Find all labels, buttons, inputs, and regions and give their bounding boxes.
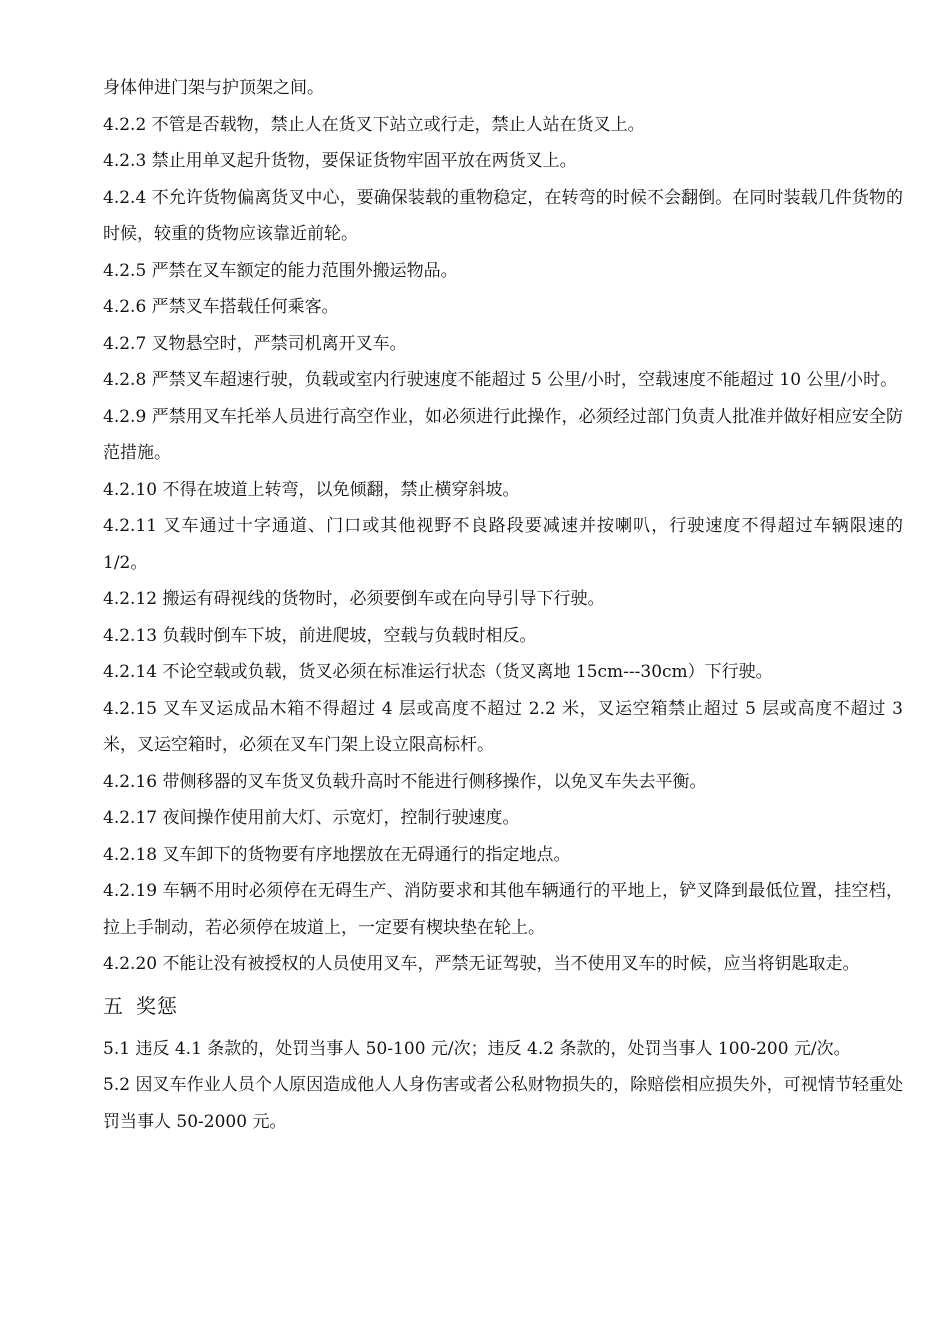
paragraph: 5.2 因叉车作业人员个人原因造成他人人身伤害或者公私财物损失的，除赔偿相应损失外，可视情节轻重处罚当事人 50-2000 元。 [103, 1075, 903, 1132]
paragraph: 4.2.5 严禁在叉车额定的能力范围外搬运物品。 [103, 260, 458, 281]
section-heading [103, 987, 903, 1025]
paragraph: 4.2.20 不能让没有被授权的人员使用叉车，严禁无证驾驶，当不使用叉车的时候，应当将钥匙取走。 [103, 954, 860, 974]
document-body [103, 70, 903, 1140]
paragraph: 身体伸进门架与护顶架之间。 [103, 78, 324, 98]
paragraph: 4.2.19 车辆不用时必须停在无碍生产、消防要求和其他车辆通行的平地上，铲叉降到最低位置，挂空档，拉上手制动，若必须停在坡道上，一定要有楔块垫在轮上。 [103, 881, 903, 938]
paragraph: 4.2.11 叉车通过十字通道、门口或其他视野不良路段要减速并按喇叭，行驶速度不得超过车辆限速的 1/2。 [103, 516, 903, 573]
paragraph: 4.2.6 严禁叉车搭载任何乘客。 [103, 297, 339, 317]
paragraph: 4.2.8 严禁叉车超速行驶，负载或室内行驶速度不能超过 5 公里/小时，空载速度不能超过 10 公里/小时。 [103, 370, 898, 390]
paragraph: 4.2.7 叉物悬空时，严禁司机离开叉车。 [103, 333, 407, 354]
paragraph: 4.2.16 带侧移器的叉车货叉负载升高时不能进行侧移操作，以免叉车失去平衡。 [103, 771, 707, 792]
paragraph: 4.2.12 搬运有碍视线的货物时，必须要倒车或在向导引导下行驶。 [103, 589, 605, 609]
paragraph: 4.2.15 叉车叉运成品木箱不得超过 4 层或高度不超过 2.2 米，叉运空箱禁止超过 5 层或高度不超过 3 米，叉运空箱时，必须在叉车门架上设立限高标杆。 [103, 698, 903, 755]
paragraph: 4.2.3 禁止用单叉起升货物，要保证货物牢固平放在两货叉上。 [103, 151, 577, 171]
paragraph: 4.2.17 夜间操作使用前大灯、示宽灯，控制行驶速度。 [103, 808, 520, 828]
section-number: 五 [103, 993, 124, 1018]
paragraph: 4.2.9 严禁用叉车托举人员进行高空作业，如必须进行此操作，必须经过部门负责人批准并做好相应安全防范措施。 [103, 406, 903, 463]
paragraph: 4.2.4 不允许货物偏离货叉中心，要确保装载的重物稳定，在转弯的时候不会翻倒。在同时装载几件货物的时候，较重的货物应该靠近前轮。 [103, 187, 903, 244]
section-title: 奖惩 [136, 993, 178, 1018]
paragraph: 4.2.14 不论空载或负载，货叉必须在标准运行状态（货叉离地 15cm---30cm）下行驶。 [103, 662, 773, 682]
paragraph: 5.1 违反 4.1 条款的，处罚当事人 50-100 元/次；违反 4.2 条款的，处罚当事人 100-200 元/次。 [103, 1038, 851, 1059]
paragraph: 4.2.13 负载时倒车下坡，前进爬坡，空载与负载时相反。 [103, 625, 537, 646]
paragraph: 4.2.10 不得在坡道上转弯，以免倾翻，禁止横穿斜坡。 [103, 479, 520, 500]
paragraph: 4.2.18 叉车卸下的货物要有序地摆放在无碍通行的指定地点。 [103, 844, 571, 865]
paragraph: 4.2.2 不管是否载物，禁止人在货叉下站立或行走，禁止人站在货叉上。 [103, 114, 645, 135]
